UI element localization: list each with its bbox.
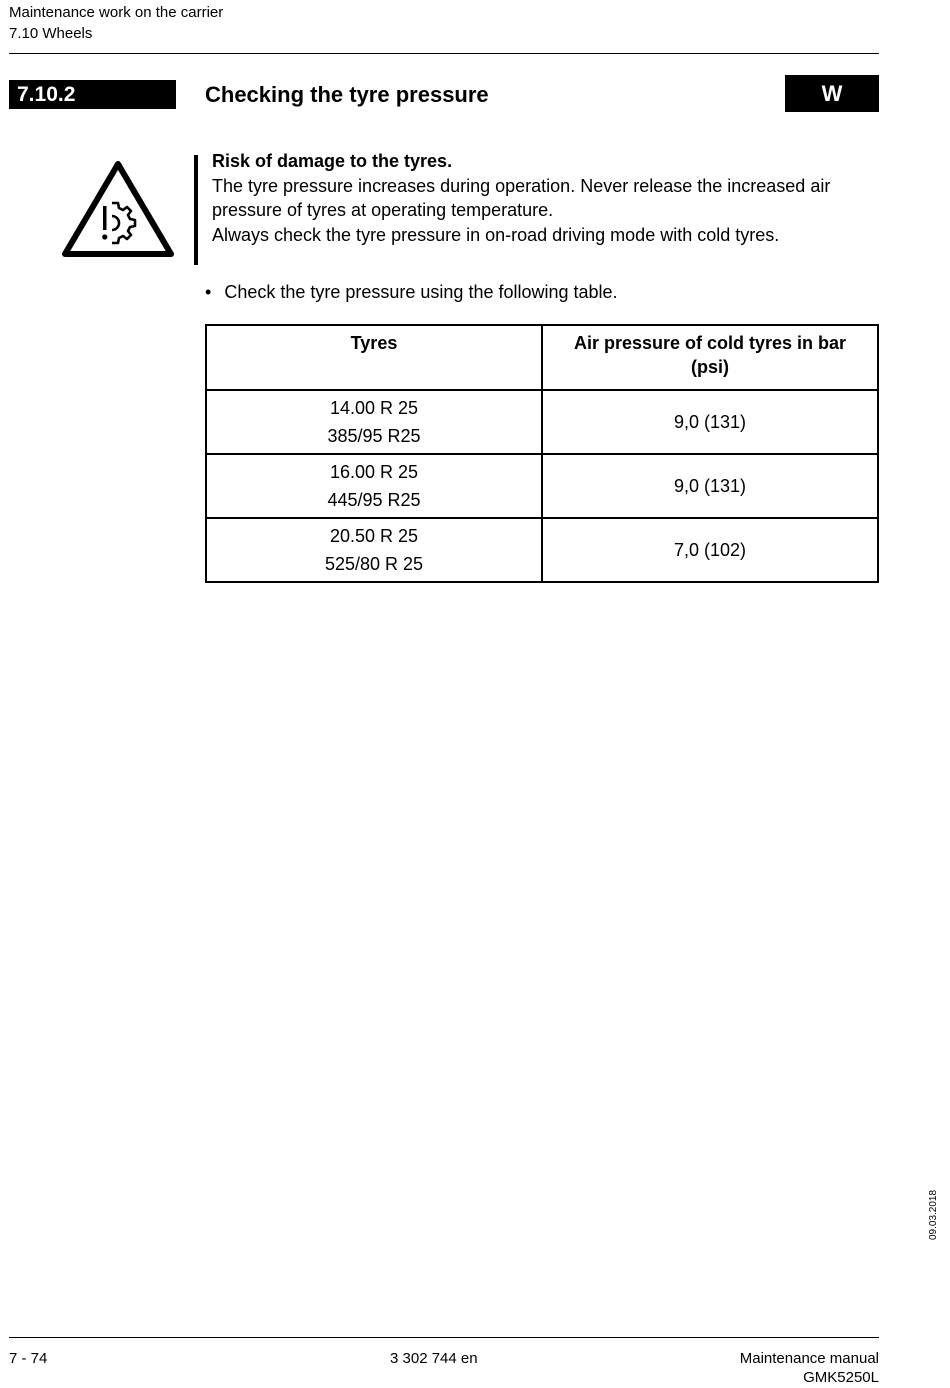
tyre-size: 14.00 R 25: [329, 398, 419, 418]
section-title: Checking the tyre pressure: [205, 82, 489, 107]
column-header-pressure: Air pressure of cold tyres in bar (psi): [542, 325, 878, 390]
footer-page-number: 7 - 74: [9, 1350, 48, 1367]
column-header-tyres: Tyres: [206, 325, 542, 390]
tyre-pressure-table: [205, 324, 879, 583]
footer-doc-number: 3 302 744 en: [390, 1350, 478, 1367]
tyre-size: 16.00 R 25: [329, 462, 419, 482]
header-rule: [9, 53, 879, 54]
warning-line-1: The tyre pressure increases during operation. Never release the increased air pressure of tyres at operating temperature.: [212, 175, 831, 220]
side-date: 09.03.2018: [928, 1189, 939, 1240]
pressure-cell: 7,0 (102): [542, 518, 878, 582]
warning-line-2: Always check the tyre pressure in on-road driving mode with cold tyres.: [212, 224, 780, 245]
footer-manual: Maintenance manual: [739, 1350, 879, 1367]
section-tag: W: [785, 75, 879, 112]
table-row: [206, 518, 878, 582]
tyre-cell: [206, 390, 542, 454]
warning-bar: [194, 155, 198, 265]
bullet-icon: •: [205, 282, 212, 302]
tyre-size: 445/95 R25: [327, 490, 421, 510]
warning-heading: Risk of damage to the tyres.: [212, 151, 453, 171]
tyre-cell: [206, 518, 542, 582]
tyre-size: 20.50 R 25: [329, 526, 419, 546]
warning-text: [212, 149, 882, 247]
tyre-size: 385/95 R25: [327, 426, 421, 446]
table-row: [206, 390, 878, 454]
table-header-row: [206, 325, 878, 390]
header-chapter: Maintenance work on the carrier: [9, 4, 224, 21]
footer-rule: [9, 1337, 879, 1338]
instruction-text: Check the tyre pressure using the following table.: [224, 282, 618, 302]
pressure-cell: 9,0 (131): [542, 454, 878, 518]
table-row: [206, 454, 878, 518]
tyre-size: 525/80 R 25: [324, 554, 424, 574]
instruction: [205, 281, 618, 303]
tyre-cell: [206, 454, 542, 518]
header-subchapter: 7.10 Wheels: [9, 25, 93, 42]
warning-triangle-gear-icon: [60, 158, 176, 260]
pressure-cell: 9,0 (131): [542, 390, 878, 454]
footer-model: GMK5250L: [803, 1369, 879, 1386]
section-number: 7.10.2: [9, 80, 176, 109]
